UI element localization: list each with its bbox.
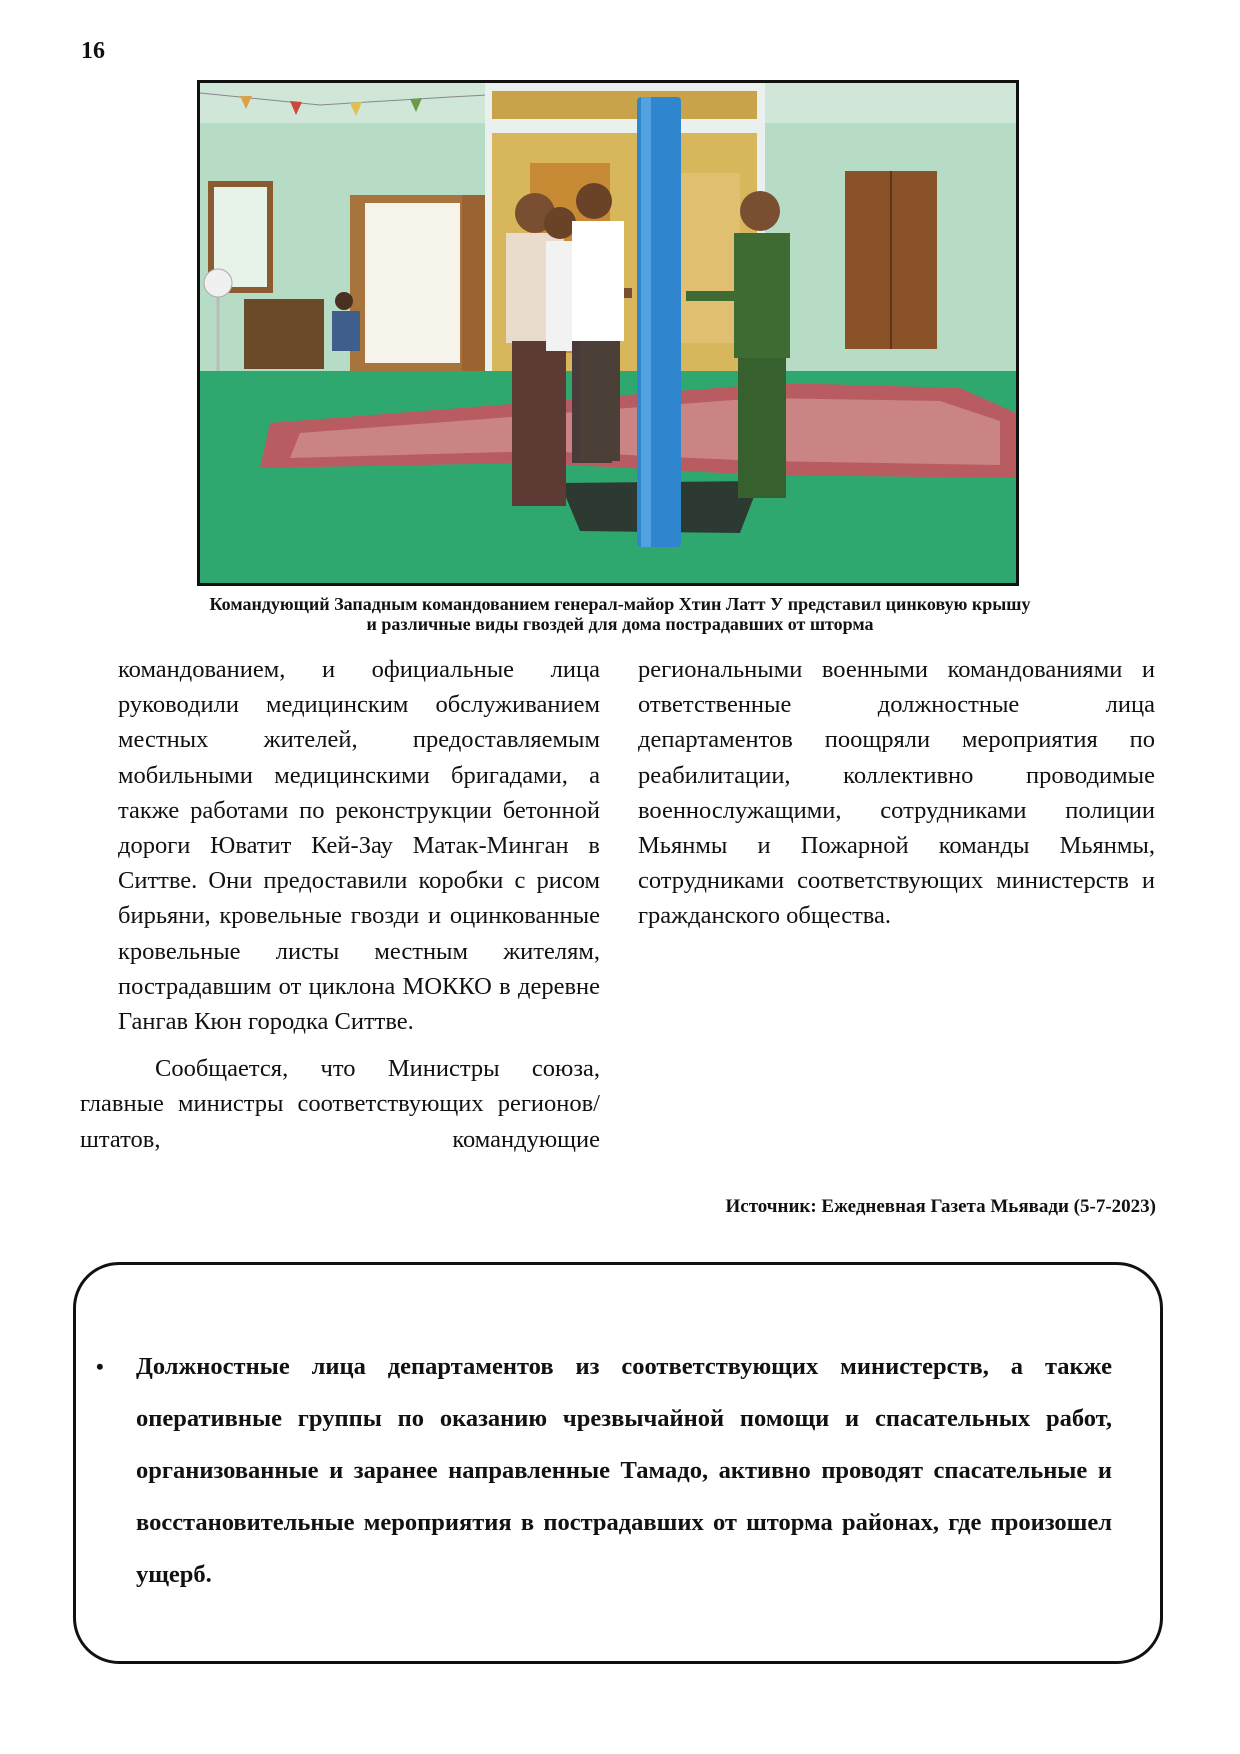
article-paragraph: Сообщается, что Министры союза, главные министры соответствующих регионов/штатов, командующие [80,1055,600,1153]
article-paragraph: командованием, и официальные лица руководили медицинским обслуживанием местных жителей, предоставляемым мобильными медицинскими бригадами, а также работами по реконструкции бетонной дороги Юватит Кей-Зау Матак-Минган в Ситтве. Они предоставили коробки с рисом бирьяни, кровельные гвозди и оцинкованные кровельные листы местным жителям, пострадавшим от циклона МОККО в деревне Гангав Кюн городка Ситтве. [118,656,600,1036]
article-right-column [638,652,1155,934]
bullet-icon: • [96,1354,104,1379]
caption-line: Командующий Западным командованием генерал-майор Хтин Латт У представил цинковую крышу [209,594,1031,614]
photo-caption [130,594,1110,634]
notice-box [73,1262,1163,1664]
article-paragraph: региональными военными командованиями и ответственные должностные лица департаментов поощряли мероприятия по реабилитации, коллективно проводимые военнослужащими, сотрудниками полиции Мьянмы и Пожарной команды Мьянмы, сотрудниками соответствующих министерств и гражданского общества. [638,656,1155,930]
caption-line: и различные виды гвоздей для дома пострадавших от шторма [366,614,874,634]
source-credit: Источник: Ежедневная Газета Мьявади (5-7-2023) [725,1196,1156,1217]
notice-item [96,1341,1112,1601]
photo-illustration [200,83,1016,583]
notice-text: Должностные лица департаментов из соответствующих министерств, а также оперативные группы по оказанию чрезвычайной помощи и спасательных работ, организованные и заранее направленные Тамадо, активно проводят спасательные и восстановительные мероприятия в пострадавших от шторма районах, где произошел ущерб. [136,1353,1112,1588]
article-photo [197,80,1019,586]
page-number: 16 [81,38,105,64]
article-left-column [80,652,600,1157]
